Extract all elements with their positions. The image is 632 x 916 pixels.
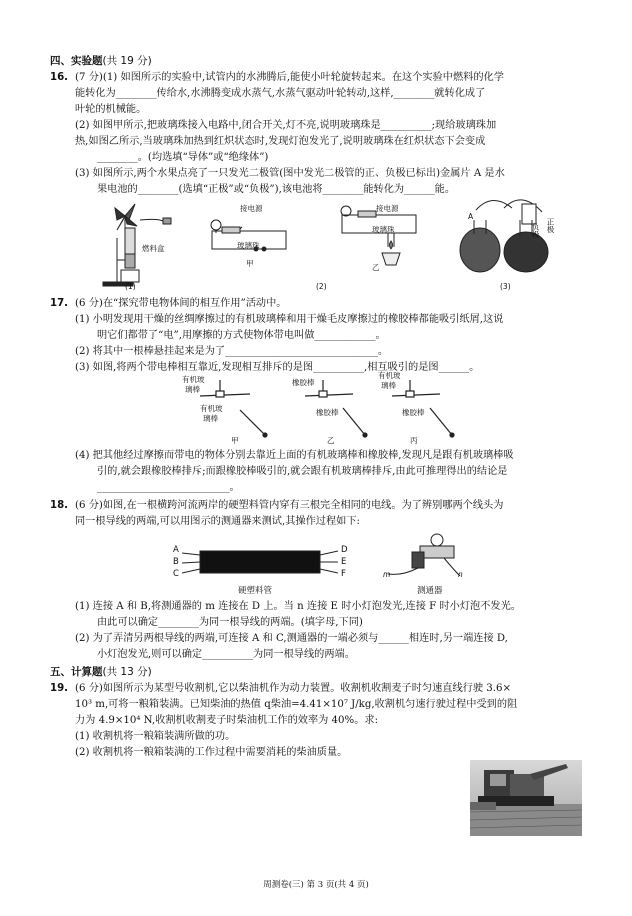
bolizhu-label-2: 玻璃珠 (372, 225, 395, 234)
fig16-caption-1: (1) (125, 282, 136, 291)
fig16-caption-2: (2) (316, 282, 327, 291)
q16-line3: 叶轮的机械能。 (75, 104, 147, 115)
rod-b-bottom-label: 橡胶棒 (316, 408, 339, 417)
fig17-caption-yi: 乙 (327, 436, 335, 445)
zhengji-label: 正极 (546, 218, 555, 233)
q17-line3: 明它们都带了“电”,用摩擦的方式使物体带电叫做____________。 (97, 330, 386, 341)
q16-number: 16. (50, 72, 69, 83)
section-score: (共 13 分) (102, 666, 152, 678)
q18-line2: 同一根导线的两端,可以用图示的测通器来测试,其操作过程如下: (75, 516, 360, 527)
section-title: 五、计算题 (50, 666, 103, 678)
tester-m-label: m (383, 570, 391, 579)
metal-a-label: A (468, 212, 474, 221)
page-footer: 周测卷(三) 第 3 页(共 4 页) (263, 880, 369, 890)
fig16-caption-3: (3) (500, 282, 511, 291)
q18-number: 18. (50, 500, 69, 511)
section-5-header (50, 665, 152, 679)
q16-line1: (7 分)(1) 如图所示的实验中,试管内的水沸腾后,能使小叶轮旋转起来。在这个实验中燃料的化学 (75, 72, 504, 83)
q18-line6: 小灯泡发光,则可以确定__________为同一根导线的两端。 (97, 649, 355, 660)
jie-dianyuan-label-2: 接电源 (376, 204, 399, 213)
q19-line3: 力为 4.9×10⁴ N,收割机收割麦子时柴油机工作的效率为 40%。求: (75, 715, 379, 726)
fuel-box-label: 燃料盒 (142, 244, 165, 253)
q16-line8: 果电池的________(选填“正极”或“负极”),该电池将________能转化为______能。 (97, 184, 456, 195)
q19-line4: (1) 收割机将一粮箱装满所做的功。 (75, 731, 236, 742)
q16-line4: (2) 如图甲所示,把玻璃珠接入电路中,闭合开关,灯不亮,说明玻璃珠是__________;现给玻璃珠加 (75, 120, 497, 131)
q17-line1: (6 分)在“探究带电物体间的相互作用”活动中。 (75, 298, 287, 309)
section-title: 四、实验题 (50, 55, 103, 67)
q16-line5: 热,如图乙所示,当玻璃珠加热到红炽状态时,发现灯泡发光了,说明玻璃珠在红炽状态下会变成 (75, 136, 486, 147)
q16-line2: 能转化为________传给水,水沸腾变成水蒸气,水蒸气驱动叶轮转动,这样,________就转化成了 (75, 88, 486, 99)
q17-number: 17. (50, 298, 69, 309)
q16-line6: ________。(均选填“导体”或“绝缘体”) (97, 152, 269, 163)
q18-line3: (1) 连接 A 和 B,将测通器的 m 连接在 D 上。当 n 连接 E 时小灯泡发光,连接 F 时小灯泡不发光。 (75, 601, 521, 612)
q19-line1: (6 分)如图所示为某型号收割机,它以柴油机作为动力装置。收割机收割麦子时匀速直线行驶 3.6× (75, 683, 512, 694)
q17-line7: 引的,就会跟橡胶棒排斥;而跟橡胶棒吸引的,就会跟有机玻璃棒排斥,由此可推理得出的结论是 (97, 466, 508, 477)
section-4-header (50, 54, 152, 68)
fig-yi-caption: 乙 (372, 263, 380, 272)
q18-line1: (6 分)如图,在一根横跨河流两岸的硬塑料管内穿有三根完全相同的电线。为了辨别哪两个线头为 (75, 500, 504, 511)
wire-end-f: F (341, 569, 346, 579)
wire-end-d: D (341, 545, 348, 555)
bolizhu-label-1: 玻璃珠 (237, 241, 260, 250)
section-score: (共 19 分) (102, 55, 152, 67)
q18-line5: (2) 为了弄清另两根导线的两端,可连接 A 和 C,测通器的一端必须与______相连时,另一端连接 D, (75, 633, 508, 644)
q17-line5: (3) 如图,将两个带电棒相互靠近,发现相互排斥的是图__________,相互吸引的是图______。 (75, 362, 480, 373)
q19-number: 19. (50, 683, 69, 694)
wire-end-e: E (341, 557, 347, 567)
fig17-caption-jia: 甲 (231, 436, 239, 445)
rod-a-bottom-label-2: 璃棒 (203, 414, 218, 423)
rod-a-top-label-2: 璃棒 (185, 385, 200, 394)
wire-end-a: A (173, 545, 179, 555)
rod-c-bottom-label: 橡胶棒 (402, 408, 425, 417)
pipe-label: 硬塑料管 (238, 586, 273, 596)
rod-c-top-label-2: 璃棒 (381, 381, 396, 390)
tester-label: 测通器 (417, 586, 443, 596)
rod-a-bottom-label-1: 有机玻 (200, 404, 223, 413)
harvester-photo (470, 760, 582, 836)
q19-line2: 10³ m,可将一粮箱装满。已知柴油的热值 q柴油=4.41×10⁷ J/kg,收割机匀速行驶过程中受到的阻 (75, 699, 518, 710)
fuji-label: 负极 (531, 223, 540, 238)
rod-c-top-label-1: 有机玻 (378, 371, 401, 380)
rod-a-top-label-1: 有机玻 (182, 375, 205, 384)
tester-n-label: n (458, 570, 463, 579)
q16-line7: (3) 如图所示,两个水果点亮了一只发光二极管(图中发光二极管的正、负极已标出)金属片 A 是水 (75, 168, 505, 179)
q17-line4: (2) 将其中一根棒悬挂起来是为了______________________________。 (75, 346, 389, 357)
q17-line6: (4) 把其他经过摩擦而带电的物体分别去靠近上面的有机玻璃棒和橡胶棒,发现凡是跟有机玻璃棒吸 (75, 450, 514, 461)
q19-line5: (2) 收割机将一粮箱装满的工作过程中需要消耗的柴油质量。 (75, 747, 348, 758)
fig17-caption-bing: 丙 (410, 436, 418, 445)
q17-line8: __________________________。 (97, 482, 240, 493)
q17-line2: (1) 小明发现用干燥的丝绸摩擦过的有机玻璃棒和用干燥毛皮摩擦过的橡胶棒都能吸引纸屑,这说 (75, 314, 504, 325)
jie-dianyuan-label-1: 接电源 (240, 204, 263, 213)
fig18-plastic-pipe (170, 543, 350, 583)
wire-end-c: C (173, 569, 179, 579)
rod-b-top-label: 橡胶棒 (292, 378, 315, 387)
q18-line4: 由此可以确定________为同一根导线的两端。(填字母,下同) (97, 617, 363, 628)
fig-jia-caption: 甲 (246, 259, 254, 268)
wire-end-b: B (173, 557, 179, 567)
